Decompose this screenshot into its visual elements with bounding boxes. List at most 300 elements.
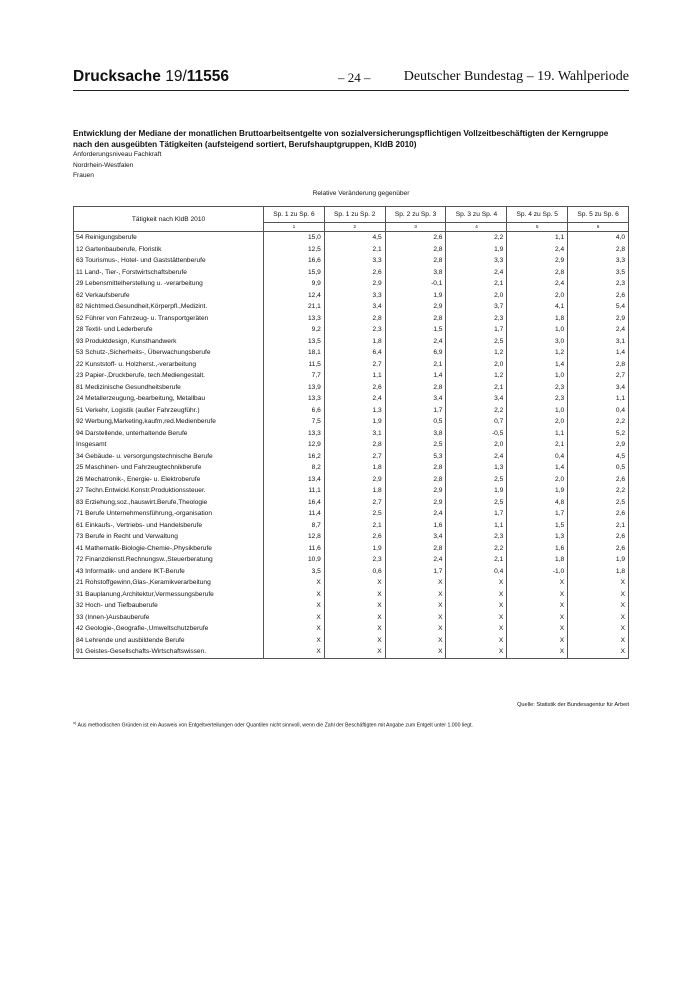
cell-value: X	[385, 577, 446, 589]
cell-value: 2,6	[324, 267, 385, 279]
cell-value: 0,5	[568, 462, 629, 474]
table-row	[74, 635, 629, 647]
col-header-1: Sp. 1 zu Sp. 6	[264, 207, 325, 223]
cell-value: 2,9	[385, 497, 446, 509]
cell-value: -0,1	[385, 278, 446, 290]
cell-value: 2,7	[324, 451, 385, 463]
cell-value: X	[507, 623, 568, 635]
row-label: 31 Bauplanung,Architektur,Vermessungsberufe	[74, 589, 264, 601]
cell-value: 11,4	[264, 508, 325, 520]
cell-value: 2,6	[568, 474, 629, 486]
cell-value: 1,0	[507, 324, 568, 336]
row-label: 27 Techn.Entwickl.Konstr.Produktionssteuer.	[74, 485, 264, 497]
row-label: 23 Papier-,Druckberufe, tech.Mediengestalt.	[74, 370, 264, 382]
cell-value: X	[507, 612, 568, 624]
cell-value: 3,8	[385, 428, 446, 440]
cell-value: 1,7	[446, 508, 507, 520]
cell-value: 10,9	[264, 554, 325, 566]
cell-value: 11,6	[264, 543, 325, 555]
cell-value: 2,3	[324, 324, 385, 336]
table-row	[74, 313, 629, 325]
cell-value: 21,1	[264, 301, 325, 313]
cell-value: 2,4	[385, 508, 446, 520]
cell-value: 2,9	[385, 485, 446, 497]
cell-value: 2,4	[385, 336, 446, 348]
row-label: 24 Metallerzeugung,-bearbeitung, Metallbau	[74, 393, 264, 405]
row-label: 71 Berufe Unternehmensführung,-organisation	[74, 508, 264, 520]
cell-value: 1,8	[324, 336, 385, 348]
col-header-6: Sp. 5 zu Sp. 6	[568, 207, 629, 223]
cell-value: 2,0	[507, 416, 568, 428]
cell-value: X	[324, 577, 385, 589]
row-label: 32 Hoch- und Tiefbauberufe	[74, 600, 264, 612]
cell-value: 6,6	[264, 405, 325, 417]
cell-value: X	[568, 646, 629, 658]
cell-value: 9,9	[264, 278, 325, 290]
data-table	[73, 206, 629, 659]
cell-value: 1,6	[507, 543, 568, 555]
cell-value: 1,9	[446, 485, 507, 497]
cell-value: 2,6	[568, 290, 629, 302]
cell-value: X	[324, 600, 385, 612]
cell-value: 1,5	[385, 324, 446, 336]
cell-value: 3,5	[264, 566, 325, 578]
cell-value: 2,8	[385, 313, 446, 325]
table-row	[74, 382, 629, 394]
cell-value: 12,4	[264, 290, 325, 302]
cell-value: 2,1	[324, 244, 385, 256]
cell-value: 1,9	[507, 485, 568, 497]
cell-value: 2,8	[385, 382, 446, 394]
cell-value: 1,3	[324, 405, 385, 417]
doc-number-main: 11556	[186, 68, 230, 85]
cell-value: 1,9	[324, 416, 385, 428]
cell-value: 2,0	[507, 474, 568, 486]
cell-value: X	[446, 600, 507, 612]
cell-value: 2,6	[568, 508, 629, 520]
cell-value: 5,4	[568, 301, 629, 313]
cell-value: X	[324, 635, 385, 647]
table-row	[74, 600, 629, 612]
cell-value: 3,8	[385, 267, 446, 279]
cell-value: 12,8	[264, 531, 325, 543]
table-row	[74, 623, 629, 635]
cell-value: X	[507, 646, 568, 658]
cell-value: X	[264, 600, 325, 612]
cell-value: 1,1	[507, 232, 568, 244]
cell-value: 4,5	[324, 232, 385, 244]
cell-value: 1,4	[568, 347, 629, 359]
cell-value: 0,4	[507, 451, 568, 463]
cell-value: 2,3	[446, 531, 507, 543]
cell-value: 12,9	[264, 439, 325, 451]
cell-value: 4,1	[507, 301, 568, 313]
cell-value: 2,8	[385, 474, 446, 486]
table-body	[74, 232, 629, 659]
cell-value: X	[507, 600, 568, 612]
table-row	[74, 531, 629, 543]
cell-value: 16,2	[264, 451, 325, 463]
cell-value: 2,0	[446, 290, 507, 302]
cell-value: 1,1	[568, 393, 629, 405]
page-header	[73, 68, 629, 91]
cell-value: X	[446, 589, 507, 601]
table-row	[74, 336, 629, 348]
cell-value: 13,3	[264, 393, 325, 405]
table-row	[74, 485, 629, 497]
cell-value: X	[446, 577, 507, 589]
cell-value: 2,6	[568, 531, 629, 543]
cell-value: 1,3	[507, 531, 568, 543]
table-row	[74, 405, 629, 417]
table-row	[74, 462, 629, 474]
table-row	[74, 451, 629, 463]
cell-value: 2,0	[446, 439, 507, 451]
cell-value: 18,1	[264, 347, 325, 359]
table-row	[74, 520, 629, 532]
table-row	[74, 244, 629, 256]
cell-value: X	[507, 589, 568, 601]
doc-number-prefix: 19/	[165, 68, 187, 85]
subtitle-region: Nordrhein-Westfalen	[73, 162, 134, 169]
row-label: 83 Erziehung,soz.,hauswirt.Berufe,Theologie	[74, 497, 264, 509]
cell-value: 1,0	[507, 370, 568, 382]
cell-value: 1,7	[446, 324, 507, 336]
cell-value: X	[264, 646, 325, 658]
column-header-row	[74, 207, 629, 223]
cell-value: 12,5	[264, 244, 325, 256]
cell-value: 2,5	[324, 508, 385, 520]
row-label: 11 Land-, Tier-, Forstwirtschaftsberufe	[74, 267, 264, 279]
cell-value: X	[568, 600, 629, 612]
table-row	[74, 428, 629, 440]
cell-value: 2,0	[507, 290, 568, 302]
cell-value: 2,1	[446, 278, 507, 290]
cell-value: X	[264, 612, 325, 624]
row-label: Insgesamt	[74, 439, 264, 451]
cell-value: 4,0	[568, 232, 629, 244]
cell-value: 13,9	[264, 382, 325, 394]
cell-value: -0,5	[446, 428, 507, 440]
cell-value: 2,8	[568, 359, 629, 371]
cell-value: 1,2	[507, 347, 568, 359]
document-number	[73, 68, 229, 86]
cell-value: 1,8	[568, 566, 629, 578]
col-header-activity: Tätigkeit nach KldB 2010	[74, 207, 264, 232]
cell-value: 11,5	[264, 359, 325, 371]
cell-value: 2,1	[568, 520, 629, 532]
row-label: 54 Reinigungsberufe	[74, 232, 264, 244]
cell-value: 3,5	[568, 267, 629, 279]
table-row	[74, 290, 629, 302]
cell-value: 2,6	[324, 382, 385, 394]
cell-value: X	[385, 612, 446, 624]
cell-value: 1,4	[385, 370, 446, 382]
table-row	[74, 589, 629, 601]
cell-value: 3,3	[568, 255, 629, 267]
row-label: 81 Medizinische Gesundheitsberufe	[74, 382, 264, 394]
page-number: – 24 –	[338, 70, 371, 85]
table-row	[74, 508, 629, 520]
table-row	[74, 393, 629, 405]
cell-value: 3,1	[324, 428, 385, 440]
row-label: 94 Darstellende, unterhaltende Berufe	[74, 428, 264, 440]
cell-value: 9,2	[264, 324, 325, 336]
cell-value: X	[568, 635, 629, 647]
cell-value: 2,4	[446, 267, 507, 279]
row-label: 22 Kunststoff- u. Holzherst.,-verarbeitung	[74, 359, 264, 371]
cell-value: 2,5	[446, 474, 507, 486]
cell-value: 1,8	[507, 313, 568, 325]
row-label: 12 Gartenbauberufe, Floristik	[74, 244, 264, 256]
cell-value: 3,4	[324, 301, 385, 313]
cell-value: 8,7	[264, 520, 325, 532]
cell-value: 0,4	[446, 566, 507, 578]
col-header-5: Sp. 4 zu Sp. 5	[507, 207, 568, 223]
table-row	[74, 497, 629, 509]
cell-value: X	[568, 612, 629, 624]
cell-value: 2,4	[507, 278, 568, 290]
cell-value: 1,9	[568, 554, 629, 566]
cell-value: 0,5	[385, 416, 446, 428]
cell-value: 6,4	[324, 347, 385, 359]
col-header-4: Sp. 3 zu Sp. 4	[446, 207, 507, 223]
cell-value: 2,7	[324, 359, 385, 371]
table-title: Entwicklung der Mediane der monatlichen Bruttoarbeitsentgelte von sozialversicherungspflichtigen Vollzeitbeschäftigten der Kerngruppe nach den ausgeübten Tätigkeiten (aufsteigend sortiert, Berufshauptgruppen, KldB 2010)	[73, 129, 609, 149]
cell-value: 3,3	[324, 290, 385, 302]
cell-value: 1,4	[507, 462, 568, 474]
cell-value: 1,7	[385, 405, 446, 417]
cell-value: 13,4	[264, 474, 325, 486]
cell-value: 13,3	[264, 313, 325, 325]
cell-value: 2,6	[568, 543, 629, 555]
cell-value: 0,7	[446, 416, 507, 428]
cell-value: 3,4	[446, 393, 507, 405]
cell-value: 4,5	[568, 451, 629, 463]
col-header-2: Sp. 1 zu Sp. 2	[324, 207, 385, 223]
cell-value: 2,6	[385, 232, 446, 244]
cell-value: 1,7	[507, 508, 568, 520]
cell-value: X	[324, 646, 385, 658]
row-label: 25 Maschinen- und Fahrzeugtechnikberufe	[74, 462, 264, 474]
cell-value: X	[264, 577, 325, 589]
cell-value: X	[385, 600, 446, 612]
cell-value: X	[385, 623, 446, 635]
cell-value: X	[264, 635, 325, 647]
cell-value: 1,5	[507, 520, 568, 532]
cell-value: 1,9	[446, 244, 507, 256]
cell-value: 2,5	[446, 497, 507, 509]
cell-value: 15,0	[264, 232, 325, 244]
row-label: 84 Lehrende und ausbildende Berufe	[74, 635, 264, 647]
cell-value: 1,1	[324, 370, 385, 382]
row-label: 93 Produktdesign, Kunsthandwerk	[74, 336, 264, 348]
cell-value: 2,8	[385, 244, 446, 256]
cell-value: 6,9	[385, 347, 446, 359]
cell-value: 2,1	[446, 554, 507, 566]
cell-value: 0,6	[324, 566, 385, 578]
cell-value: 2,1	[385, 359, 446, 371]
cell-value: 13,5	[264, 336, 325, 348]
cell-value: X	[568, 589, 629, 601]
table-row	[74, 554, 629, 566]
footnote	[73, 720, 473, 729]
cell-value: 2,6	[324, 531, 385, 543]
cell-value: 2,5	[568, 497, 629, 509]
cell-value: 2,3	[446, 313, 507, 325]
cell-value: X	[324, 623, 385, 635]
cell-value: 8,2	[264, 462, 325, 474]
row-label: 82 Nichtmed.Gesundheit,Körperpfl.,Medizint.	[74, 301, 264, 313]
cell-value: 2,4	[446, 451, 507, 463]
row-label: 28 Textil- und Lederberufe	[74, 324, 264, 336]
cell-value: 2,5	[385, 439, 446, 451]
row-label: 41 Mathematik-Biologie-Chemie-,Physikberufe	[74, 543, 264, 555]
cell-value: X	[264, 623, 325, 635]
cell-value: 2,2	[446, 232, 507, 244]
cell-value: 2,2	[446, 543, 507, 555]
cell-value: 1,4	[507, 359, 568, 371]
cell-value: 3,1	[568, 336, 629, 348]
cell-value: 2,8	[568, 244, 629, 256]
cell-value: 2,3	[568, 278, 629, 290]
cell-value: 1,1	[446, 520, 507, 532]
cell-value: 2,0	[446, 359, 507, 371]
row-label: 63 Tourismus-, Hotel- und Gaststättenberufe	[74, 255, 264, 267]
cell-value: 2,7	[568, 370, 629, 382]
cell-value: 1,7	[385, 566, 446, 578]
cell-value: X	[568, 623, 629, 635]
row-label: 92 Werbung,Marketing,kaufm,red.Medienberufe	[74, 416, 264, 428]
table-row	[74, 646, 629, 658]
cell-value: 2,4	[568, 324, 629, 336]
cell-value: 2,9	[507, 255, 568, 267]
cell-value: 1,8	[324, 462, 385, 474]
cell-value: 5,2	[568, 428, 629, 440]
relative-change-label	[73, 190, 629, 197]
cell-value: X	[446, 612, 507, 624]
table-row	[74, 416, 629, 428]
table-row	[74, 474, 629, 486]
row-label: 51 Verkehr, Logistik (außer Fahrzeugführ.)	[74, 405, 264, 417]
cell-value: 1,8	[507, 554, 568, 566]
cell-value: 3,3	[446, 255, 507, 267]
cell-value: X	[507, 577, 568, 589]
cell-value: 5,3	[385, 451, 446, 463]
table-row	[74, 301, 629, 313]
cell-value: 1,9	[324, 543, 385, 555]
cell-value: 11,1	[264, 485, 325, 497]
header-right-text: Deutscher Bundestag – 19. Wahlperiode	[403, 69, 629, 84]
cell-value: 2,4	[385, 554, 446, 566]
cell-value: 2,8	[324, 313, 385, 325]
table-row	[74, 347, 629, 359]
row-label: 42 Geologie-,Geografie-,Umweltschutzberufe	[74, 623, 264, 635]
col-number-2: 2	[324, 223, 385, 232]
cell-value: 3,4	[385, 531, 446, 543]
table-row	[74, 232, 629, 244]
cell-value: X	[385, 589, 446, 601]
cell-value: 2,9	[385, 301, 446, 313]
table-row	[74, 255, 629, 267]
row-label: 52 Führer von Fahrzeug- u. Transportgeräten	[74, 313, 264, 325]
col-number-6: 6	[568, 223, 629, 232]
cell-value: 2,9	[324, 278, 385, 290]
doc-label: Drucksache	[73, 68, 161, 85]
table-row	[74, 324, 629, 336]
row-label: 73 Berufe in Recht und Verwaltung	[74, 531, 264, 543]
cell-value: 2,2	[568, 416, 629, 428]
cell-value: 2,7	[324, 497, 385, 509]
cell-value: 3,4	[568, 382, 629, 394]
relative-change-text: Relative Veränderung gegenüber	[312, 190, 410, 197]
table-row	[74, 439, 629, 451]
cell-value: 3,7	[446, 301, 507, 313]
col-number-1: 1	[264, 223, 325, 232]
cell-value: 1,2	[446, 347, 507, 359]
row-label: 34 Gebäude- u. versorgungstechnische Berufe	[74, 451, 264, 463]
cell-value: 2,8	[324, 439, 385, 451]
cell-value: 2,4	[507, 244, 568, 256]
cell-value: 2,8	[385, 543, 446, 555]
cell-value: X	[324, 612, 385, 624]
cell-value: 2,9	[324, 474, 385, 486]
row-label: 26 Mechatronik-, Energie- u. Elektroberufe	[74, 474, 264, 486]
cell-value: 3,4	[385, 393, 446, 405]
table-row	[74, 543, 629, 555]
cell-value: 2,3	[324, 554, 385, 566]
cell-value: 15,9	[264, 267, 325, 279]
cell-value: X	[385, 646, 446, 658]
table-row	[74, 267, 629, 279]
row-label: 53 Schutz-,Sicherheits-, Überwachungsberufe	[74, 347, 264, 359]
cell-value: 2,1	[446, 382, 507, 394]
row-label: 62 Verkaufsberufe	[74, 290, 264, 302]
cell-value: 1,0	[507, 405, 568, 417]
cell-value: X	[446, 646, 507, 658]
cell-value: 2,3	[507, 382, 568, 394]
cell-value: 1,1	[507, 428, 568, 440]
subtitle-gender: Frauen	[73, 172, 94, 179]
cell-value: 0,4	[568, 405, 629, 417]
col-number-4: 4	[446, 223, 507, 232]
cell-value: X	[264, 589, 325, 601]
col-header-3: Sp. 2 zu Sp. 3	[385, 207, 446, 223]
subtitle-level: Anforderungsniveau Fachkraft	[73, 151, 162, 158]
row-label: 91 Geistes-Gesellschafts-Wirtschaftswissen.	[74, 646, 264, 658]
cell-value: 1,2	[446, 370, 507, 382]
row-label: 33 (Innen-)Ausbauberufe	[74, 612, 264, 624]
row-label: 61 Einkaufs-, Vertriebs- und Handelsberufe	[74, 520, 264, 532]
cell-value: 4,8	[507, 497, 568, 509]
cell-value: 2,3	[507, 393, 568, 405]
cell-value: X	[385, 635, 446, 647]
table-row	[74, 359, 629, 371]
cell-value: 16,6	[264, 255, 325, 267]
cell-value: -1,0	[507, 566, 568, 578]
cell-value: X	[446, 623, 507, 635]
cell-value: 2,1	[324, 520, 385, 532]
row-label: 29 Lebensmittelherstellung u. -verarbeitung	[74, 278, 264, 290]
cell-value: 2,2	[568, 485, 629, 497]
cell-value: 2,2	[446, 405, 507, 417]
cell-value: 1,6	[385, 520, 446, 532]
source-note: Quelle: Statistik der Bundesagentur für Arbeit	[517, 702, 629, 708]
footnote-mark: x)	[73, 720, 77, 725]
table-row	[74, 612, 629, 624]
row-label: 72 Finanzdienstl.Rechnungsw.,Steuerberatung	[74, 554, 264, 566]
cell-value: 16,4	[264, 497, 325, 509]
